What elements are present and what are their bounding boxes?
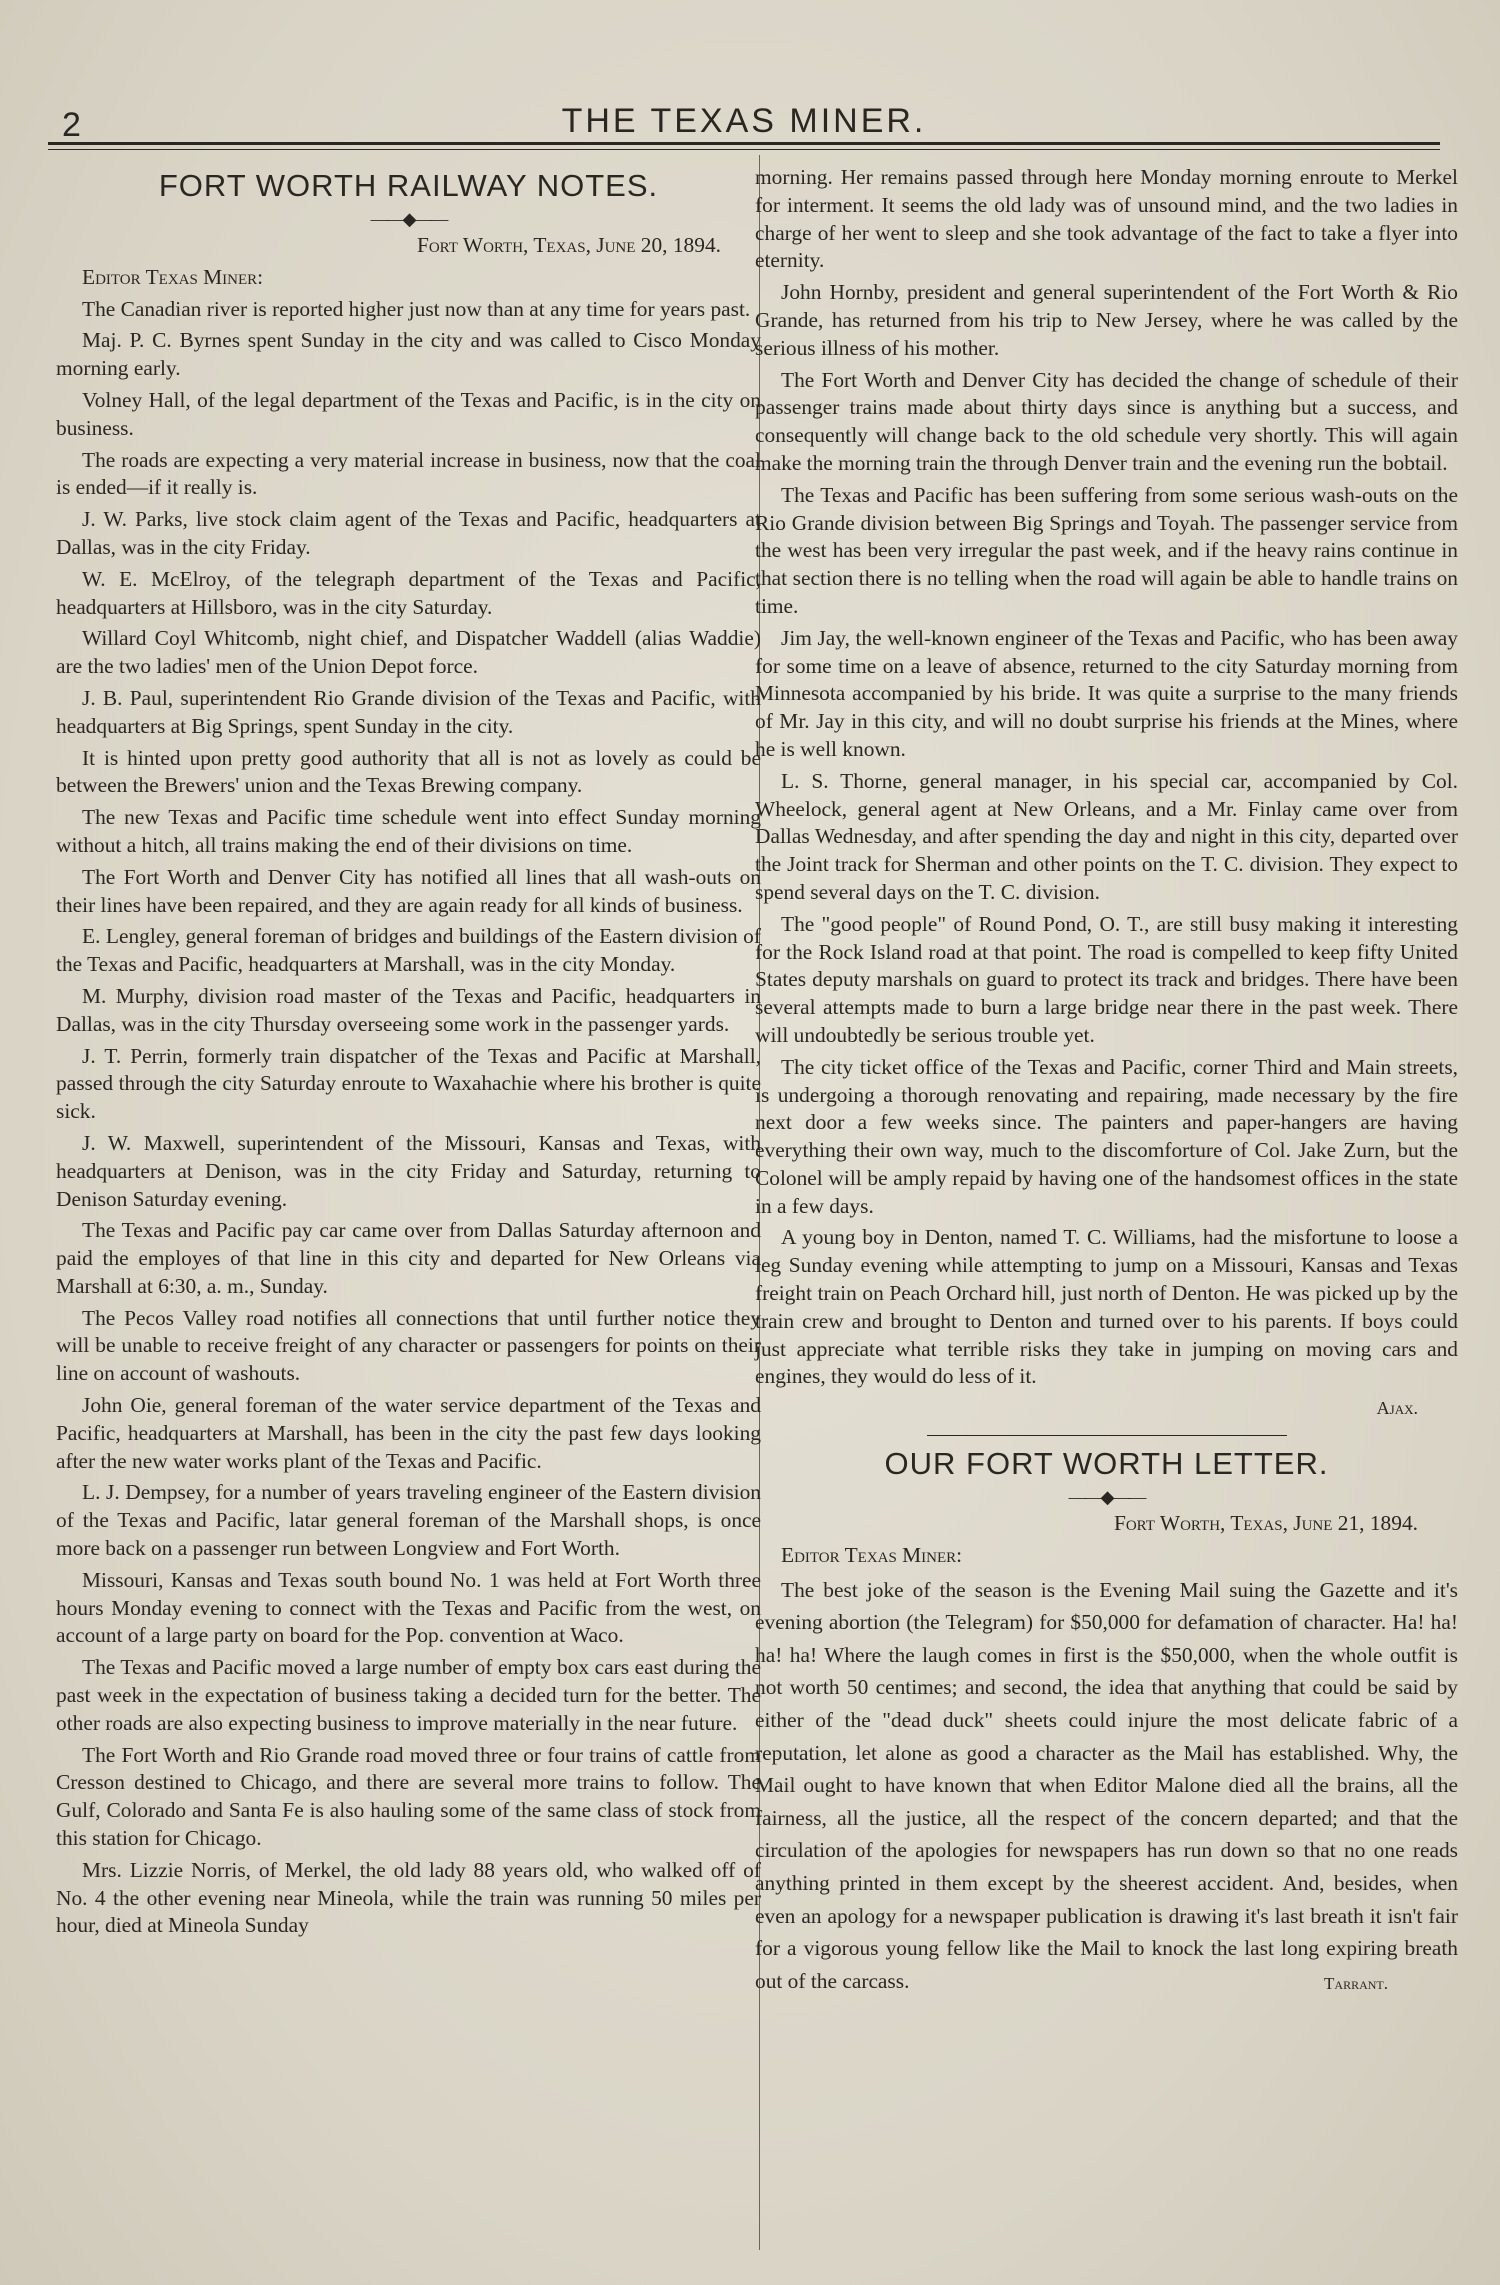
article-paragraph: It is hinted upon pretty good authority that all is not as lovely as could be between the Brewers' union and the Texas Brewing company.: [56, 745, 761, 798]
right-column: [755, 164, 1458, 2001]
section-rule: [927, 1435, 1287, 1436]
ornament-divider: ——◆——: [370, 209, 447, 229]
fort-worth-letter-title: OUR FORT WORTH LETTER.: [884, 1446, 1329, 1482]
left-column: [56, 160, 761, 1944]
header-rule: [48, 142, 1440, 150]
article-paragraph: Volney Hall, of the legal department of the Texas and Pacific, is in the city on business.: [56, 387, 761, 440]
editor-line: Editor Texas Miner:: [82, 264, 264, 289]
masthead-title: THE TEXAS MINER.: [561, 102, 927, 140]
article-paragraph: Missouri, Kansas and Texas south bound No. 1 was held at Fort Worth three hours Monday evening to connect with the Texas and Pacific from the west, on account of a large party on board for the Pop. convention at Waco.: [56, 1567, 761, 1648]
article-paragraph: Willard Coyl Whitcomb, night chief, and Dispatcher Waddell (alias Waddie) are the two ladies' men of the Union Depot force.: [56, 626, 761, 679]
tarrant-signature: Tarrant.: [1324, 1973, 1388, 1993]
article-paragraph: The Texas and Pacific has been suffering from some serious wash-outs on the Rio Grande division between Big Springs and Toyah. The passenger service from the west has been very irregular the past week, and if the heavy rains continue in that section there is no telling when the road will again be able to handle trains on time.: [755, 482, 1458, 618]
article-paragraph: L. S. Thorne, general manager, in his special car, accompanied by Col. Wheelock, general agent at New Orleans, and a Mr. Finlay came over from Dallas Wednesday, and after spending the day and night in this city, departed over the Joint track for Sherman and other points on the T. C. division. They expect to spend several days on the T. C. division.: [755, 768, 1458, 904]
fort-worth-letter-dateline: Fort Worth, Texas, June 21, 1894.: [1113, 1511, 1418, 1536]
page-number: 2: [62, 106, 81, 144]
article-paragraph: The Texas and Pacific pay car came over from Dallas Saturday afternoon and paid the employes of that line in this city and departed for New Orleans via Marshall at 6:30, a. m., Sunday.: [56, 1218, 761, 1298]
article-paragraph: The Canadian river is reported higher just now than at any time for years past.: [82, 296, 751, 321]
article-paragraph: Mrs. Lizzie Norris, of Merkel, the old lady 88 years old, who walked off of No. 4 the other evening near Mineola, while the train was running 50 miles per hour, died at Mineola Sunday: [56, 1857, 761, 1938]
railway-notes-continued: [755, 164, 1458, 1391]
article-paragraph: M. Murphy, division road master of the Texas and Pacific, headquarters in Dallas, was in the city Thursday overseeing some work in the passenger yards.: [56, 983, 761, 1036]
article-paragraph: The new Texas and Pacific time schedule went into effect Sunday morning without a hitch, all trains making the end of their divisions on time.: [56, 805, 761, 857]
article-paragraph: The Fort Worth and Denver City has notified all lines that all wash-outs on their lines have been repaired, and they are again ready for all kinds of business.: [56, 864, 761, 917]
ajax-signature: Ajax.: [1376, 1398, 1418, 1419]
article-paragraph: The Pecos Valley road notifies all connections that until further notice they will be unable to receive freight of any character or passengers for points on their line on account of washouts.: [56, 1305, 761, 1386]
article-paragraph: The Fort Worth and Rio Grande road moved three or four trains of cattle from Cresson destined to Chicago, and there are several more trains to follow. The Gulf, Colorado and Santa Fe is also hauling some of the same class of stock from this station for Chicago.: [56, 1742, 761, 1851]
article-paragraph: Jim Jay, the well-known engineer of the Texas and Pacific, who has been away for some time on a leave of absence, returned to the city Saturday morning from Minnesota accompanied by his bride. It was quite a surprise to the many friends of Mr. Jay in this city, and will no doubt surprise his friends at the Mines, where he is well known.: [755, 625, 1458, 761]
article-paragraph: J. W. Maxwell, superintendent of the Missouri, Kansas and Texas, with headquarters at Denison, was in the city Friday and Saturday, returning to Denison Saturday evening.: [56, 1130, 761, 1211]
article-paragraph: J. W. Parks, live stock claim agent of the Texas and Pacific, headquarters at Dallas, was in the city Friday.: [56, 507, 761, 559]
railway-notes-title: FORT WORTH RAILWAY NOTES.: [158, 168, 659, 203]
article-paragraph: L. J. Dempsey, for a number of years traveling engineer of the Eastern division of the Texas and Pacific, latar general foreman of the Marshall shops, is once more back on a passenger run between Longview and Fort Worth.: [56, 1480, 761, 1561]
article-paragraph: The best joke of the season is the Evening Mail suing the Gazette and it's evening abortion (the Telegram) for $50,000 for defamation of character. Ha! ha! ha! ha! Where the laugh comes in first is the $50,000, when the whole outfit is not worth 50 centimes; and second, the idea that anything that could be said by either of the "dead duck" sheets could injure the most delicate fabric of a reputation, let alone as good a character as the Mail has established. Why, the Mail ought to have known that when Editor Malone died all the brains, all the fairness, all the justice, all the respect of the concern departed; and that the circulation of the apologies for newspapers has run down so that no one reads anything printed in them except by the sheerest accident. And, besides, when even an apology for a newspaper publication is drawing it's last breath it isn't fair for a vigorous young fellow like the Mail to knock the last long expiring breath out of the carcass.: [755, 1577, 1458, 1993]
article-paragraph: morning. Her remains passed through here Monday morning enroute to Merkel for interment. It seems the old lady was of unsound mind, and the two ladies in charge of her went to sleep and she took advantage of the fact to take a flyer into eternity.: [755, 165, 1458, 273]
article-paragraph: The city ticket office of the Texas and Pacific, corner Third and Main streets, is undergoing a thorough renovating and repairing, made necessary by the fire next door a few weeks since. The painters and paper-hangers are having everything their own way, much to the discomforture of Col. Jake Zurn, but the Colonel will be amply repaid by having one of the handsomest offices in the state in a few days.: [755, 1054, 1458, 1218]
article-paragraph: The "good people" of Round Pond, O. T., are still busy making it interesting for the Rock Island road at that point. The road is compelled to keep fifty United States deputy marshals on guard to protect its track and bridges. There have been several attempts made to burn a large bridge near there in the past week. There will undoubtedly be serious trouble yet.: [755, 911, 1458, 1047]
article-paragraph: J. T. Perrin, formerly train dispatcher of the Texas and Pacific at Marshall, passed through the city Saturday enroute to Waxahachie where his brother is quite sick.: [56, 1043, 761, 1124]
article-paragraph: A young boy in Denton, named T. C. Williams, had the misfortune to loose a leg Sunday evening while attempting to jump on a Missouri, Kansas and Texas freight train on Peach Orchard hill, just north of Denton. He was picked up by the train crew and brought to Denton and turned over to his parents. If boys could just appreciate what terrible risks they take in jumping on moving cars and engines, they would do less of it.: [755, 1225, 1458, 1389]
article-paragraph: W. E. McElroy, of the telegraph department of the Texas and Pacific, headquarters at Hillsboro, was in the city Saturday.: [56, 566, 761, 619]
editor-line: Editor Texas Miner:: [781, 1542, 963, 1567]
article-paragraph: John Hornby, president and general superintendent of the Fort Worth & Rio Grande, has returned from his trip to New Jersey, where he was called by the serious illness of his mother.: [755, 280, 1458, 360]
article-paragraph: J. B. Paul, superintendent Rio Grande division of the Texas and Pacific, with headquarters at Big Springs, spent Sunday in the city.: [56, 685, 761, 738]
page-header: [48, 100, 1440, 144]
ornament-divider: ——◆——: [1068, 1487, 1145, 1508]
article-paragraph: E. Lengley, general foreman of bridges and buildings of the Eastern division of the Texas and Pacific, headquarters at Marshall, was in the city Monday.: [56, 924, 761, 977]
article-paragraph: John Oie, general foreman of the water service department of the Texas and Pacific, headquarters at Marshall, has been in the city the past few days looking after the new water works plant of the Texas and Pacific.: [56, 1393, 761, 1473]
railway-notes-dateline: Fort Worth, Texas, June 20, 1894.: [416, 233, 721, 257]
article-paragraph: The Texas and Pacific moved a large number of empty box cars east during the past week in the expectation of business taking a decided turn for the better. The other roads are also expecting business to improve materially in the near future.: [56, 1655, 761, 1735]
article-paragraph: The roads are expecting a very material increase in business, now that the coal is ended—if it really is.: [56, 447, 761, 500]
article-paragraph: The Fort Worth and Denver City has decided the change of schedule of their passenger trains made about thirty days since is anything but a success, and consequently will change back to the old schedule very shortly. This will again make the morning train the through Denver train and the evening run the bobtail.: [755, 367, 1458, 475]
fort-worth-letter-body: [755, 1574, 1458, 1998]
article-paragraph: Maj. P. C. Byrnes spent Sunday in the city and was called to Cisco Monday morning early.: [56, 328, 761, 381]
railway-notes-body: [56, 296, 761, 1941]
